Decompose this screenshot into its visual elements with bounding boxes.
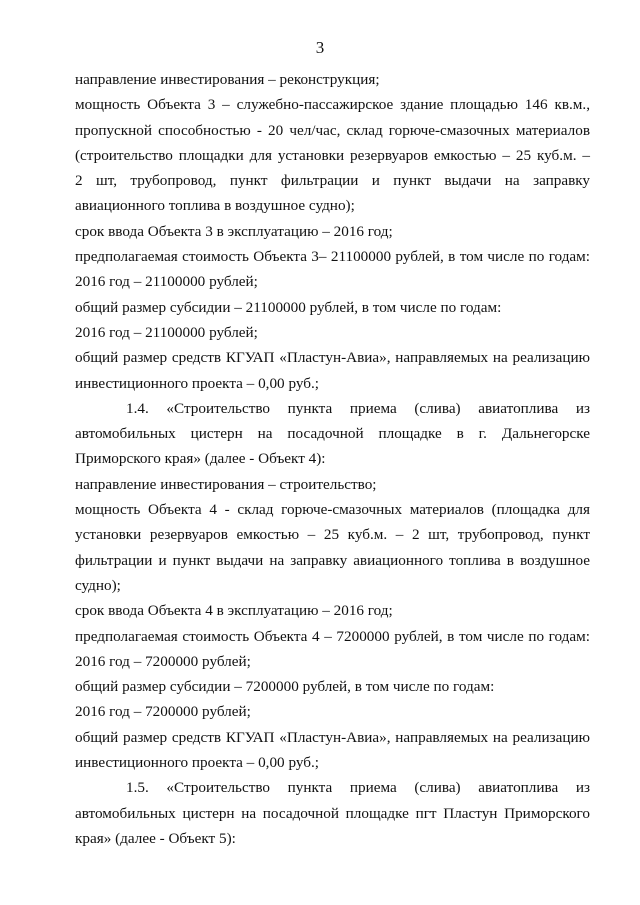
text-line: Приморского края» (далее - Объект 4):	[75, 450, 326, 468]
text-line: авиационного топлива в воздушное судно);	[75, 197, 355, 215]
text-line: общий размер средств КГУАП «Пластун-Авиа», направляемых на реализацию	[75, 349, 590, 367]
text-line: предполагаемая стоимость Объекта 4 – 7200000 рублей, в том числе по годам:	[75, 627, 590, 645]
text-line: 2 шт, трубопровод, пункт фильтрации и пункт выдачи на заправку	[75, 172, 590, 190]
text-line: автомобильных цистерн на посадочной площадке в г. Дальнегорске	[75, 425, 590, 443]
text-line: направление инвестирования – строительство;	[75, 475, 377, 493]
text-line: инвестиционного проекта – 0,00 руб.;	[75, 754, 319, 772]
text-line: 2016 год – 7200000 рублей;	[75, 652, 251, 670]
text-line: срок ввода Объекта 3 в эксплуатацию – 2016 год;	[75, 222, 393, 240]
text-line: (строительство площадки для установки резервуаров емкостью – 25 куб.м. –	[75, 146, 590, 164]
section-heading-1-4: 1.4. «Строительство пункта приема (слива) авиатоплива из	[126, 399, 590, 417]
text-line: срок ввода Объекта 4 в эксплуатацию – 2016 год;	[75, 602, 393, 620]
page-number: 3	[315, 38, 325, 57]
text-line: инвестиционного проекта – 0,00 руб.;	[75, 374, 319, 392]
text-line: общий размер субсидии – 21100000 рублей, в том числе по годам:	[75, 298, 502, 316]
text-line: 2016 год – 7200000 рублей;	[75, 703, 251, 721]
text-line: 2016 год – 21100000 рублей;	[75, 273, 258, 291]
text-line: направление инвестирования – реконструкция;	[75, 71, 380, 88]
text-line: края» (далее - Объект 5):	[75, 829, 236, 847]
section-heading-1-5: 1.5. «Строительство пункта приема (слива) авиатоплива из	[126, 779, 590, 797]
text-line: общий размер субсидии – 7200000 рублей, в том числе по годам:	[75, 678, 495, 696]
text-line: судно);	[75, 576, 121, 594]
text-line: общий размер средств КГУАП «Пластун-Авиа», направляемых на реализацию	[75, 728, 590, 746]
text-line: установки резервуаров емкостью – 25 куб.м. – 2 шт, трубопровод, пункт	[75, 526, 590, 544]
text-line: мощность Объекта 3 – служебно-пассажирское здание площадью 146 кв.м.,	[75, 96, 590, 114]
text-line: фильтрации и пункт выдачи на заправку авиационного топлива в воздушное	[75, 551, 590, 569]
text-line: пропускной способностью - 20 чел/час, склад горюче-смазочных материалов	[75, 121, 590, 139]
text-line: автомобильных цистерн на посадочной площадке пгт Пластун Приморского	[75, 804, 590, 822]
text-line: 2016 год – 21100000 рублей;	[75, 323, 258, 341]
text-line: мощность Объекта 4 - склад горюче-смазочных материалов (площадка для	[75, 501, 590, 519]
text-line: предполагаемая стоимость Объекта 3– 21100000 рублей, в том числе по годам:	[75, 248, 590, 266]
document-body	[75, 67, 590, 851]
